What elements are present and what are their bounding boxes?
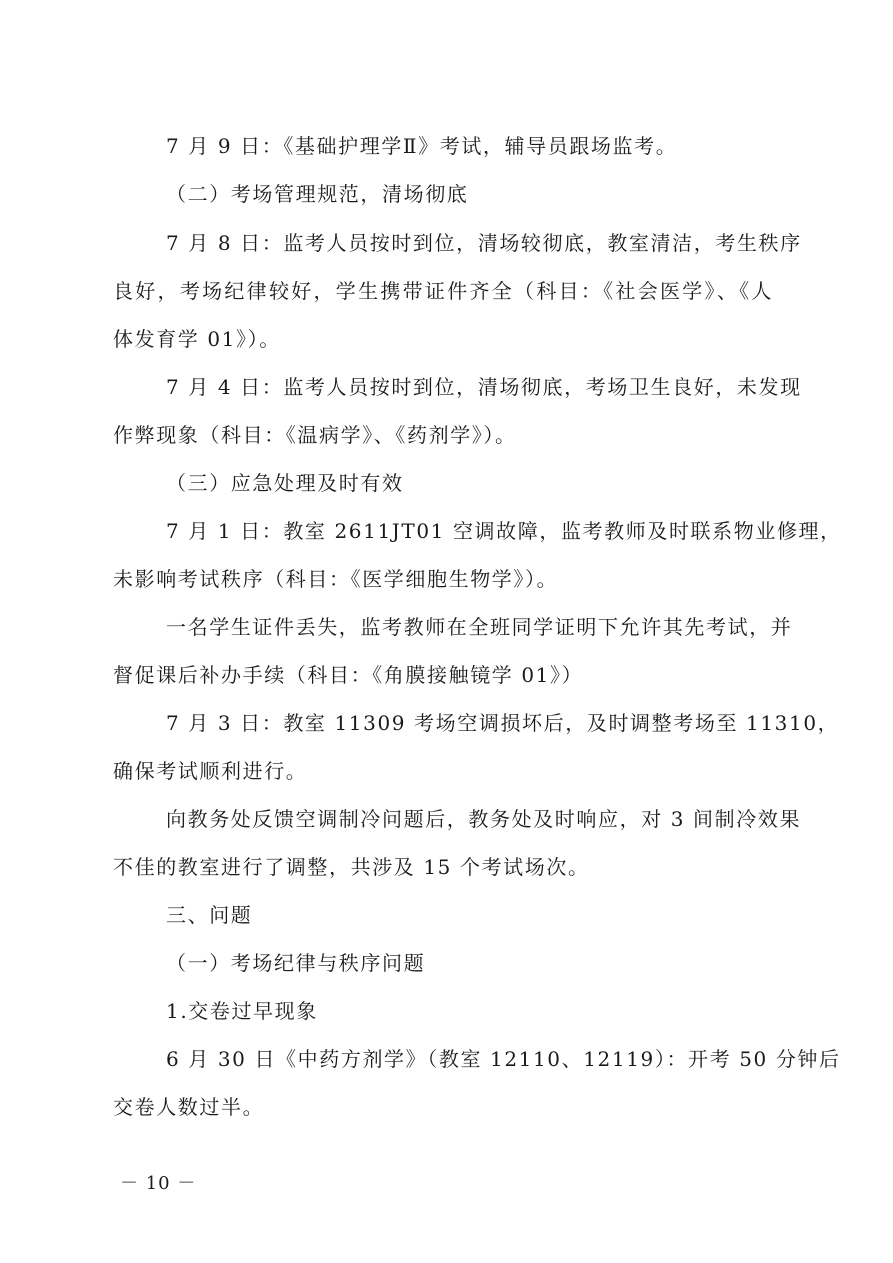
paragraph-line: 不佳的教室进行了调整，共涉及 15 个考试场次。	[113, 855, 590, 879]
paragraph-line: 7 月 3 日：教室 11309 考场空调损坏后，及时调整考场至 11310，	[166, 711, 840, 735]
paragraph-line: 向教务处反馈空调制冷问题后，教务处及时响应，对 3 间制冷效果	[166, 807, 802, 831]
paragraph-line: 7 月 8 日：监考人员按时到位，清场较彻底，教室清洁，考生秩序	[166, 231, 802, 255]
paragraph-line: 督促课后补办手续（科目：《角膜接触镜学 01》）	[113, 663, 584, 687]
section-heading: （一）考场纪律与秩序问题	[166, 951, 426, 975]
paragraph-line: 确保考试顺利进行。	[113, 759, 308, 783]
section-heading: （二）考场管理规范，清场彻底	[166, 182, 469, 206]
paragraph-line: 7 月 1 日：教室 2611JT01 空调故障，监考教师及时联系物业修理，	[166, 519, 842, 543]
paragraph-line: 一名学生证件丢失，监考教师在全班同学证明下允许其先考试，并	[166, 615, 793, 639]
section-heading: （三）应急处理及时有效	[166, 471, 404, 495]
paragraph-line: 7 月 9 日：《基础护理学Ⅱ》考试，辅导员跟场监考。	[166, 134, 678, 158]
paragraph-line: 作弊现象（科目：《温病学》、《药剂学》）。	[113, 423, 517, 447]
section-heading: 三、问题	[166, 903, 253, 927]
paragraph-line: 未影响考试秩序（科目：《医学细胞生物学》）。	[113, 567, 559, 591]
paragraph-line: 7 月 4 日：监考人员按时到位，清场彻底，考场卫生良好，未发现	[166, 375, 802, 399]
subsection-heading: 1.交卷过早现象	[166, 999, 318, 1023]
paragraph-line: 交卷人数过半。	[113, 1095, 265, 1119]
page-number: － 10 －	[120, 1173, 197, 1194]
paragraph-line: 体发育学 01》）。	[113, 327, 281, 351]
paragraph-line: 良好，考场纪律较好，学生携带证件齐全（科目：《社会医学》、《人	[113, 279, 773, 303]
paragraph-line: 6 月 30 日《中药方剂学》（教室 12110、12119）：开考 50 分钟后	[166, 1047, 841, 1071]
